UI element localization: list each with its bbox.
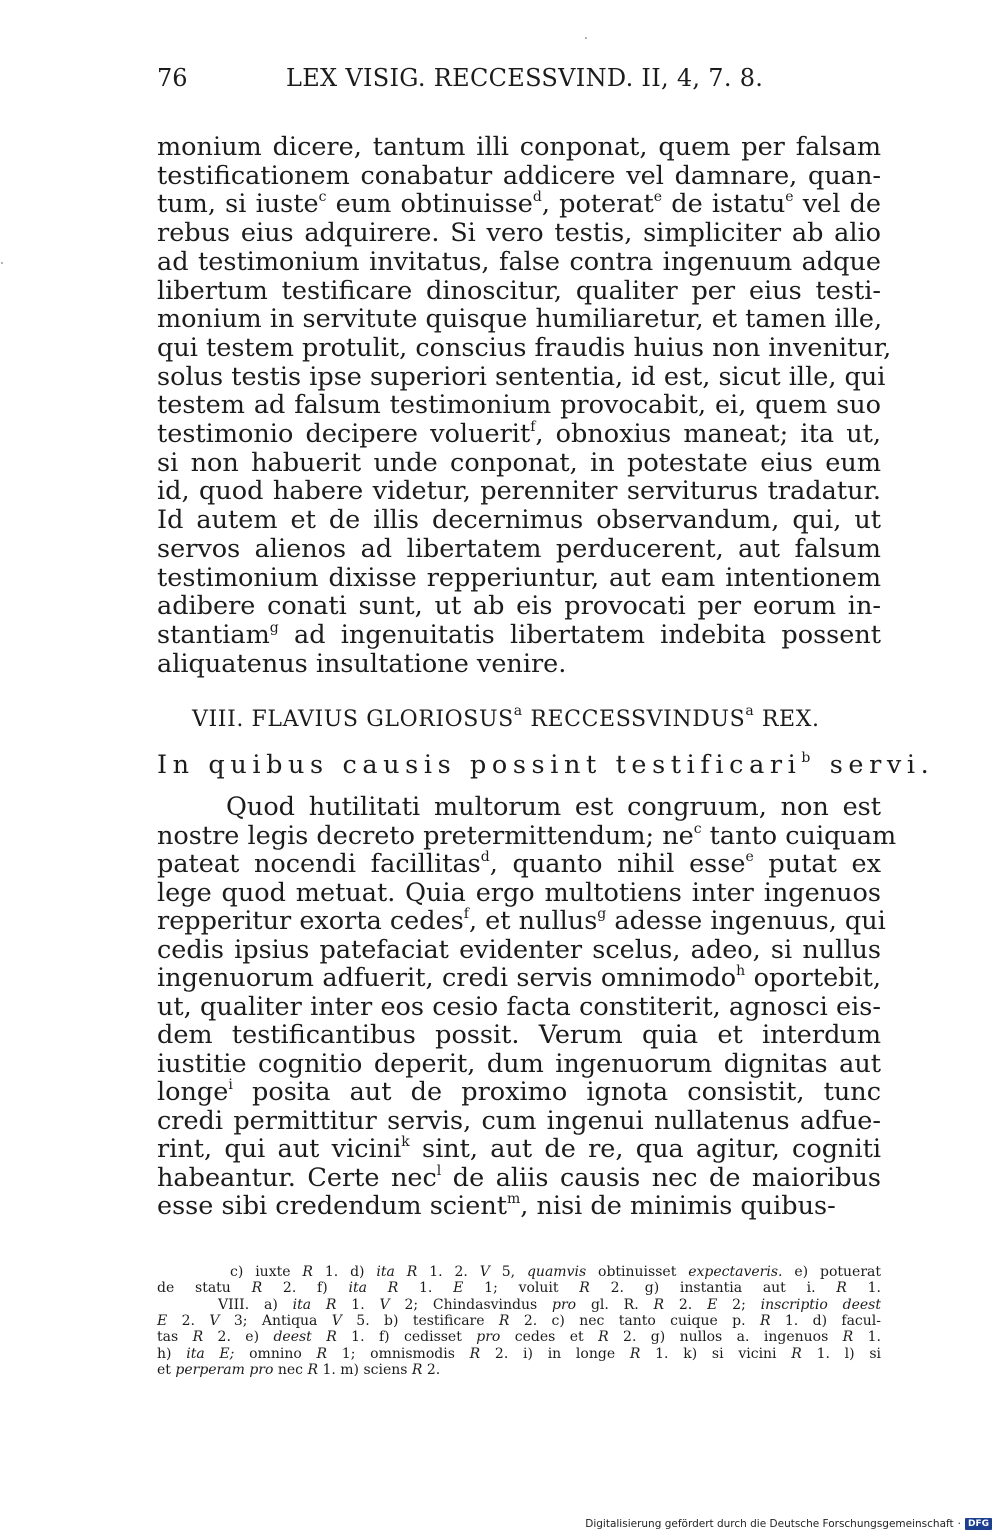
body-line: aliquatenus insultatione venire.	[157, 648, 567, 679]
footnote-marker: g	[597, 906, 607, 922]
footnote-line: tas R 2. e) deest R 1. f) cedisset pro cedes et R 2. g) nullos a. ingenuos R 1.	[157, 1329, 881, 1346]
siglum: R	[251, 1280, 263, 1297]
body-line: stantiam$^g$ ad ingenuitatis libertatem indebita possent	[157, 619, 881, 650]
section-line: rint, qui aut vicini$^k$ sint, aut de re, qua agitur, cogniti	[157, 1134, 881, 1164]
footnote-marker: f	[530, 419, 536, 435]
siglum: R	[316, 1345, 328, 1362]
siglum: R	[598, 1329, 609, 1346]
siglum: expectaveris.	[688, 1264, 783, 1280]
body-line: libertum testificare dinoscitur, qualiter per eius testi-	[157, 275, 881, 306]
siglum: R	[498, 1312, 510, 1329]
siglum: V	[331, 1312, 342, 1329]
siglum: R	[653, 1296, 665, 1313]
footnote-marker: e	[785, 189, 794, 206]
footnote-marker: a	[745, 703, 755, 719]
running-title: LEX VISIG. RECCESSVIND. II, 4, 7. 8.	[286, 64, 764, 92]
siglum: V	[209, 1312, 220, 1329]
section-line: pateat nocendi facillitas$^d$, quanto nihil esse$^e$ putat ex	[157, 849, 881, 879]
section-title: In quibus causis possint testificari$^b$ servi.	[157, 750, 935, 780]
footnote-marker: e	[745, 849, 754, 865]
scan-artifact	[1, 262, 3, 264]
section-line: Quod hutilitati multorum est congruum, non est	[226, 792, 881, 822]
section-heading: VIII. FLAVIUS GLORIOSUS$^a$ RECCESSVINDUS$^a$ REX.	[192, 703, 820, 732]
footnote-marker: g	[269, 619, 279, 636]
body-line: testimonium dixisse repperiuntur, aut eam intentionem	[157, 562, 881, 593]
siglum: R	[579, 1280, 590, 1297]
section-line: ingenuorum adfuerit, credi servis omnimodo$^h$ oportebit,	[157, 963, 881, 993]
body-line: tum, si iuste$^c$ eum obtinuisse$^d$, poterat$^e$ de istatu$^e$ vel de	[157, 189, 881, 220]
section-line: longe$^i$ posita aut de proximo ignota consistit, tunc	[157, 1077, 881, 1107]
footnote-line: h) ita E; omnino R 1; omnismodis R 2. i) in longe R 1. k) si vicini R 1. l) si	[157, 1345, 882, 1362]
siglum: R	[307, 1361, 319, 1378]
siglum: R	[302, 1264, 313, 1280]
siglum: R	[192, 1329, 204, 1346]
body-line: servos alienos ad libertatem perducerent, aut falsum	[157, 533, 881, 564]
section-line: habeantur. Certe nec$^l$ de aliis causis nec de maioribus	[157, 1162, 881, 1193]
digitization-credit: Digitalisierung gefördert durch die Deutsche Forschungsgemeinschaft · DFG	[585, 1518, 992, 1530]
footnote-marker: d	[480, 849, 490, 865]
footnote-marker: l	[436, 1162, 442, 1179]
siglum: E	[453, 1280, 464, 1297]
footnote-line: VIII. a) ita R 1. V 2; Chindasvindus pro gl. R. R 2. E 2; inscriptio deest	[218, 1296, 881, 1313]
footnote-marker: c	[318, 189, 327, 206]
body-line: id, quod habere videtur, perenniter serviturus tradatur.	[157, 476, 881, 507]
siglum: ita R	[376, 1264, 418, 1280]
siglum: pro	[476, 1329, 501, 1346]
body-line: rebus eius adquirere. Si vero testis, simpliciter ab alio	[157, 218, 881, 249]
body-line: monium in servitute quisque humiliaretur, et tamen ille,	[157, 304, 883, 335]
body-line: adibere conati sunt, ut ab eis provocati per eorum in-	[157, 591, 881, 622]
section-line: esse sibi credendum scient$^m$, nisi de minimis quibus-	[157, 1191, 836, 1221]
section-line: iustitie cognitio deperit, dum ingenuorum dignitas aut	[157, 1048, 881, 1079]
section-line: dem testificantibus possit. Verum quia et interdum	[157, 1020, 881, 1050]
footnote-marker: e	[653, 189, 663, 206]
siglum: perperam pro	[175, 1361, 274, 1378]
credit-text: Digitalisierung gefördert durch die Deutsche Forschungsgemeinschaft	[585, 1518, 954, 1530]
dfg-logo-icon: DFG	[965, 1518, 992, 1530]
section-line: ut, qualiter inter eos cesio facta constiterit, agnosci eis-	[157, 991, 881, 1022]
footnote-line: et perperam pro nec R 1. m) sciens R 2.	[157, 1361, 441, 1378]
siglum: R	[791, 1345, 802, 1362]
body-line: si non habuerit unde conponat, in potestate eius eum	[157, 447, 881, 478]
footnote-line: E 2. V 3; Antiqua V 5. b) testificare R 2. c) nec tanto cuique p. R 1. d) facul-	[157, 1312, 882, 1329]
body-line: ad testimonium invitatus, false contra ingenuum adque	[157, 246, 881, 277]
siglum: E	[157, 1312, 168, 1329]
footnote-marker: f	[463, 906, 469, 922]
footnote-marker: m	[507, 1191, 521, 1207]
siglum: ita R	[292, 1296, 337, 1313]
footnote-marker: c	[693, 820, 702, 837]
siglum: R	[842, 1329, 854, 1346]
body-line: Id autem et de illis decernimus observandum, qui, ut	[157, 505, 881, 536]
siglum: R	[469, 1345, 481, 1362]
siglum: E	[707, 1296, 718, 1313]
siglum: quamvis	[526, 1264, 587, 1280]
footnote-marker: a	[513, 703, 523, 719]
siglum: R	[759, 1312, 771, 1329]
siglum: R	[836, 1280, 847, 1297]
siglum: ita E;	[186, 1345, 235, 1362]
footnote-line: c) iuxte R 1. d) ita R 1. 2. V 5, quamvis obtinuisset expectaveris. e) potuerat	[230, 1264, 881, 1280]
siglum: R	[629, 1345, 641, 1362]
section-line: repperitur exorta cedes$^f$, et nullus$^g$ adesse ingenuus, qui	[157, 906, 886, 936]
siglum: V	[379, 1296, 390, 1313]
footnote-marker: k	[401, 1134, 410, 1150]
body-line: monium dicere, tantum illi conponat, quem per falsam	[157, 132, 881, 162]
siglum: inscriptio deest	[760, 1296, 881, 1313]
body-line: qui testem protulit, conscius fraudis huius non invenitur,	[157, 332, 892, 363]
siglum: R	[411, 1361, 423, 1378]
siglum: deest R	[273, 1329, 337, 1346]
section-line: lege quod metuat. Quia ergo multotiens inter ingenuos	[157, 877, 881, 908]
body-line: testificationem conabatur addicere vel damnare, quan-	[157, 160, 881, 191]
footnote-marker: b	[801, 750, 816, 766]
footnote-line: de statu R 2. f) ita R 1. E 1; voluit R 2. g) instantia aut i. R 1.	[157, 1280, 881, 1297]
section-line: nostre legis decreto pretermittendum; $ne^c$ tanto cuiquam	[157, 820, 897, 851]
siglum: pro	[552, 1296, 577, 1313]
section-line: credi permittitur servis, cum ingenui nullatenus adfue-	[157, 1105, 881, 1136]
footnote-marker: d	[532, 189, 542, 206]
page-number: 76	[157, 64, 188, 92]
body-line: testimonio decipere voluerit$^f$, obnoxius maneat; ita ut,	[157, 419, 881, 449]
scan-artifact	[585, 37, 587, 39]
footnote-marker: h	[736, 963, 746, 979]
siglum: ita R	[348, 1280, 399, 1297]
body-line: testem ad falsum testimonium provocabit, ei, quem suo	[157, 390, 881, 421]
section-line: cedis ipsius patefaciat evidenter scelus, adeo, si nullus	[157, 934, 881, 965]
siglum: V	[479, 1264, 490, 1280]
footnote-marker: i	[228, 1077, 233, 1093]
body-line: solus testis ipse superiori sententia, id est, sicut ille, qui	[157, 361, 886, 392]
